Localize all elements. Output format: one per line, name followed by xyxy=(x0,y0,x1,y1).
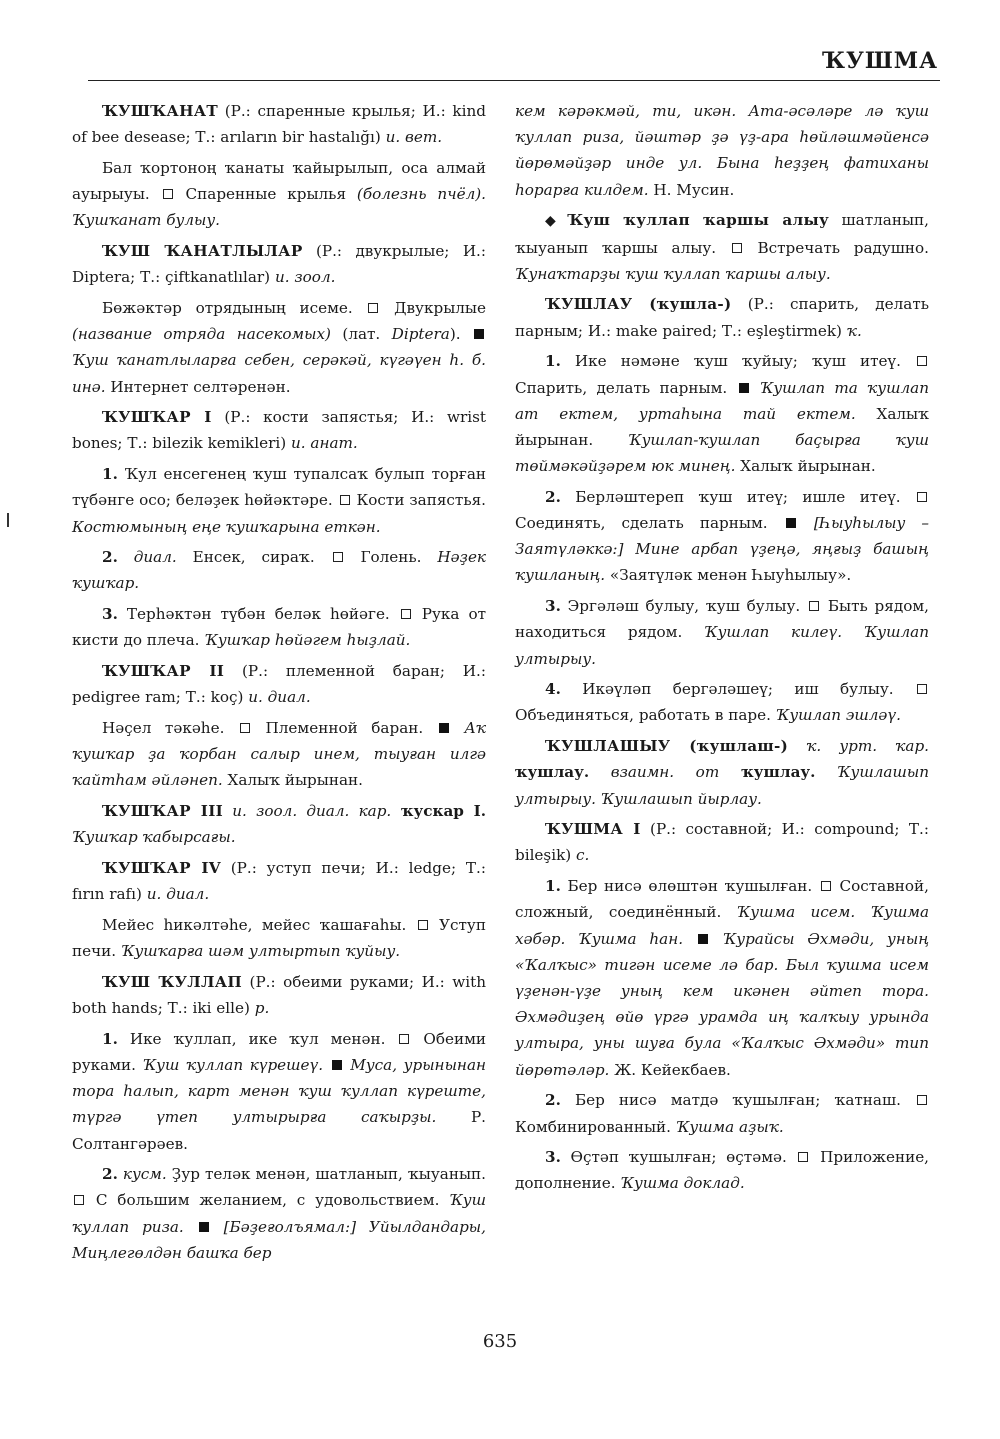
example: Ҡушҡар һөйәгем һыҙлай. xyxy=(204,631,411,650)
definition-text: Эргәләш булыу, ҡуш булыу. xyxy=(560,597,801,616)
sense-2 xyxy=(72,544,486,596)
open-square-icon xyxy=(368,303,378,313)
open-square-icon xyxy=(732,243,742,253)
sense-number: 1. xyxy=(545,877,561,896)
definition-text: Берләштереп ҡуш итеү; ишле итеү. xyxy=(560,487,901,506)
source: Халыҡ йырынан. xyxy=(515,404,929,449)
grammar-label: с. xyxy=(576,846,590,865)
example: Аҡ ҡушҡар ҙа ҡорбан салыр инем, тыуған илгә ҡайтһам әйләнеп. xyxy=(72,718,486,790)
example: Ҡушма доклад. xyxy=(620,1174,745,1193)
sense-1 xyxy=(515,873,929,1083)
example: Ҡушҡар ҡабырсағы. xyxy=(72,828,236,847)
open-square-icon xyxy=(809,601,819,611)
grammar-label: и. вет. xyxy=(385,128,443,147)
entry-kush-kanatlylar xyxy=(72,238,486,290)
filled-square-icon xyxy=(199,1222,209,1232)
definition-text: Бер нисә өлөштән ҡушылған. xyxy=(560,877,813,896)
source: Н. Мусин. xyxy=(648,180,735,199)
sense-number: 3. xyxy=(545,1148,561,1167)
sense-1 xyxy=(72,461,486,540)
translation: Приложение, дополнение. xyxy=(515,1148,930,1193)
example-quote: [Һыуһылыу – Заятүләккә:] Мине арбап үҙеңә, яңғыҙ башың ҡушланың. xyxy=(515,514,930,585)
sense-number: 1. xyxy=(545,352,561,371)
headword: ҠУШЛАШЫУ (ҡушлаш-) xyxy=(545,737,789,756)
definition-text: Икәүләп бергәләшеү; иш булыу. xyxy=(560,680,894,699)
example-quote: [Бәҙеғолъямал:] Уйылдандары, Миңлегөлдән башҡа бер xyxy=(72,1217,486,1262)
right-column xyxy=(515,98,929,1201)
translation: Племенной баран. xyxy=(251,718,437,737)
running-header: ҠУШМА xyxy=(822,48,938,74)
translation: Объединяться, работать в паре. xyxy=(515,706,776,725)
example: Ҡушлап та ҡушлап ат ектем, уртаһына тай ектем. xyxy=(515,378,930,423)
etymology: (Р.: двукрылые; И.: Diptera; Т.: çiftkanatlılar) xyxy=(72,242,487,287)
sense-number: 2. xyxy=(102,1165,118,1184)
definition-text: Ике нәмәне ҡуш ҡуйыу; ҡуш итеү. xyxy=(560,352,901,371)
definition-text: Өҫтәп ҡушылған; өҫтәмә. xyxy=(560,1148,787,1167)
source: Халыҡ йырынан. xyxy=(222,771,363,790)
sense-2 xyxy=(72,1161,486,1266)
definition xyxy=(72,715,486,794)
headword: ҠУШ ҠУЛЛАП xyxy=(102,972,243,991)
open-square-icon xyxy=(340,495,350,505)
headword: ҠУШҠАР II xyxy=(102,662,225,681)
headword: ҠУШҠАР IV xyxy=(102,858,221,877)
phrase-headword: Ҡуш ҡуллап ҡаршы алыу xyxy=(567,211,830,230)
entry-kush-kullap xyxy=(72,969,486,1021)
open-square-icon xyxy=(399,1034,409,1044)
headword: ҠУШ ҠАНАТЛЫЛАР xyxy=(102,242,303,261)
sense-1 xyxy=(72,1026,486,1157)
definition-text: Бер нисә матдә ҡушылған; ҡатнаш. xyxy=(560,1091,901,1110)
sense-1 xyxy=(515,348,929,479)
translation: Составной, сложный, соединённый. xyxy=(515,877,929,922)
definition-text: Мейес һикәлтәһе, мейес ҡашағаһы. xyxy=(102,915,407,934)
grammar-label: ҡ. урт. ҡар. xyxy=(788,737,929,756)
translation: Комбинированный. xyxy=(515,1117,676,1136)
example: Ҡушма аҙыҡ. xyxy=(675,1117,784,1136)
definition-text: Бал ҡортоноң ҡанаты ҡайырылып, оса алмай ауырыуы. xyxy=(72,158,486,204)
headword: ҠУШҠАР III xyxy=(102,802,224,821)
sense-3 xyxy=(515,1144,929,1196)
grammar-label: кусм. xyxy=(117,1165,167,1184)
source: Интернет селтәренән. xyxy=(105,377,291,396)
sense-number: 2. xyxy=(102,548,118,567)
example: Ҡушма исем. Ҡушма хәбәр. Ҡушма һан. xyxy=(515,903,930,948)
example: Ҡуш ҡанатлыларға себен, серәкәй, күгәүен һ. б. инә. xyxy=(72,351,486,396)
example: Ҡушлап-ҡушлап баҫырға ҡуш төймәкәйҙәрем юк минең. xyxy=(515,430,929,476)
sense-number: 4. xyxy=(545,680,561,699)
example: Нәҙек ҡушҡар. xyxy=(72,548,486,593)
open-square-icon xyxy=(917,492,927,502)
punct: ). xyxy=(449,325,473,344)
etymology: (Р.: спаренные крылья; И.: kind of bee desease; Т.: arıların bir hastalığı) xyxy=(72,102,486,147)
definition xyxy=(72,295,486,400)
translation: Кости запястья. xyxy=(351,491,486,510)
definition-text: Ике ҡуллап, ике ҡул менән. xyxy=(117,1029,386,1048)
example: Ҡушҡарға шәм ултыртып ҡуйыу. xyxy=(120,942,401,961)
example: Ҡуш ҡуллап риза. xyxy=(72,1191,486,1236)
translation: Встречать радушно. xyxy=(743,238,929,257)
quote-continuation xyxy=(515,98,929,203)
open-square-icon xyxy=(798,1152,808,1162)
open-square-icon xyxy=(163,189,173,199)
etymology: (Р.: уступ печи; И.: ledge; Т.: fırın rafı) xyxy=(72,858,486,904)
sense-2 xyxy=(515,484,929,589)
translation: Рука от кисти до плеча. xyxy=(72,605,487,650)
grammar-label: ҡ. xyxy=(846,321,862,340)
translation: Уступ печи. xyxy=(72,915,486,961)
filled-square-icon xyxy=(739,383,749,393)
definition-text: Терһәктән түбән беләк һөйәге. xyxy=(117,605,390,624)
sense-number: 1. xyxy=(102,1029,118,1048)
etymology: (Р.: обеими руками; И.: with both hands; Т.: iki elle) xyxy=(72,972,487,1017)
entry-kushkar-4 xyxy=(72,855,486,907)
headword: ҠУШҠАР I xyxy=(102,408,212,427)
definition-text: Бөжәктәр отрядының исеме. xyxy=(102,298,353,317)
filled-square-icon xyxy=(474,329,484,339)
translation-note: (название отряда насекомых) xyxy=(72,325,331,344)
sense-4 xyxy=(515,676,929,728)
filled-square-icon xyxy=(698,934,708,944)
example-quote: Ҡурайсы Әхмәди, уның «Ҡалҡыс» тигән исеме лә бар. Был ҡушма исем үҙенән-үҙе уның кем икәнен әйтеп тора. Әхмәдиҙең өйө үргә урамда иң ҡалҡыу урында ултыра, уны шуға була «Ҡалҡыс Әхмәди» тип йөрөтәләр. xyxy=(515,929,930,1079)
translation: Соединять, сделать парным. xyxy=(515,514,784,533)
translation: С большим желанием, с удовольствием. xyxy=(86,1191,450,1210)
example: Ҡушлап эшләү. xyxy=(775,706,901,725)
entry-kushkar-2 xyxy=(72,658,486,710)
open-square-icon xyxy=(418,920,428,930)
headword: ҠУШМА I xyxy=(545,820,641,839)
entry-kushma-1 xyxy=(515,816,929,868)
sense-3 xyxy=(72,601,486,653)
source: «Заятүләк менән Һыуһылыу». xyxy=(605,566,852,585)
open-square-icon xyxy=(917,1095,927,1105)
example-quote: Муса, урынынан тора һалып, карт менән ҡуш ҡуллап күреште, түргә үтеп ултырырға саҡырҙы. xyxy=(72,1055,486,1127)
definition-text: Нәҫел тәкәһе. xyxy=(102,718,225,737)
grammar-label: р. xyxy=(254,999,270,1017)
source: Р. Солтангәрәев. xyxy=(72,1108,486,1153)
open-square-icon xyxy=(917,684,927,694)
etymology: (Р.: составной; И.: compound; Т.: bileşik) xyxy=(515,820,929,865)
definition-text: шатланып, ҡыуанып ҡаршы алыу. xyxy=(515,211,929,257)
open-square-icon xyxy=(917,356,927,366)
sense-2 xyxy=(515,1087,929,1139)
grammar-label: взаимн. от xyxy=(589,763,720,782)
etymology: (Р.: племенной баран; И.: pedigree ram; Т.: koç) xyxy=(72,662,486,707)
sense-number: 3. xyxy=(545,597,561,616)
definition-text: Ҙур теләк менән, шатланып, ҡыуанып. xyxy=(166,1165,487,1184)
headword: ҠУШҠАНАТ xyxy=(102,102,218,120)
entry-kushkanat xyxy=(72,98,486,150)
etymology: (Р.: кости запястья; И.: wrist bones; Т.: bilezik kemikleri) xyxy=(72,408,486,453)
translation: Спаренные крылья xyxy=(174,185,357,204)
translation: Обеими руками. xyxy=(72,1029,487,1074)
definition xyxy=(72,912,486,964)
etymology: (Р.: спарить, делать парным; И.: make paired; Т.: eşleştirmek) xyxy=(515,295,930,340)
sense-number: 2. xyxy=(545,1091,561,1110)
entry-kushlau xyxy=(515,291,929,343)
source: Халыҡ йырынан. xyxy=(735,457,876,476)
example-quote: кем кәрәкмәй, ти, икән. Ата-әсәләре лә ҡуш ҡуллап риза, йәштәр ҙә үҙ-ара һөйләшмәйенсә йөрөмәйҙәр инде ул. Бына һеҙҙең фатиханы һорарға килдем. xyxy=(515,102,929,199)
phrase-kush-kullap-karshy-alyu xyxy=(515,207,929,287)
headword: ҠУШЛАУ (ҡушла-) xyxy=(545,295,732,314)
translation: Голень. xyxy=(344,548,438,567)
sense-number: 2. xyxy=(545,487,561,506)
sense-number: 3. xyxy=(102,605,118,624)
entry-kushkar-1 xyxy=(72,404,486,456)
definition-text: Енсек, сираҡ. xyxy=(176,548,315,567)
open-square-icon xyxy=(333,552,343,562)
example: Ҡуш ҡуллап күрешеү. xyxy=(142,1055,324,1074)
cross-reference: ҡускар I. xyxy=(391,802,486,821)
open-square-icon xyxy=(401,609,411,619)
example: Костюмының еңе ҡушҡарына еткән. xyxy=(72,517,381,536)
left-column xyxy=(72,98,486,1271)
cross-reference: ҡушлау. xyxy=(719,763,816,782)
grammar-label: и. анат. xyxy=(290,434,358,453)
translation: Спарить, делать парным. xyxy=(515,378,737,397)
grammar-label: и. диал. xyxy=(248,688,311,707)
grammar-label: диал. xyxy=(117,548,177,567)
filled-square-icon xyxy=(439,723,449,733)
sense-number: 1. xyxy=(102,465,118,484)
source: Ж. Кейекбаев. xyxy=(609,1060,731,1079)
entry-kushlashyu xyxy=(515,733,929,812)
example: Ҡушлашып ултырыу. Ҡушлашып йырлау. xyxy=(515,763,929,808)
grammar-label: и. диал. xyxy=(146,885,210,904)
example: Ҡушлап килеү. Ҡушлап ултырыу. xyxy=(515,623,929,668)
grammar-label: и. зоол. диал. кар. xyxy=(223,802,392,821)
open-square-icon xyxy=(240,723,250,733)
example: Ҡунаҡтарҙы ҡуш ҡуллап ҡаршы алыу. xyxy=(515,264,831,283)
grammar-label: и. зоол. xyxy=(274,268,336,287)
diamond-icon: ◆ xyxy=(545,213,564,230)
definition xyxy=(72,155,486,234)
open-square-icon xyxy=(821,881,831,891)
open-square-icon xyxy=(74,1195,84,1205)
page-number: 635 xyxy=(482,1331,518,1352)
cross-reference: ҡушлау. xyxy=(515,763,590,782)
margin-mark xyxy=(7,513,9,527)
latin-term: Diptera xyxy=(391,325,450,344)
example: (болезнь пчёл). Ҡушҡанат булыу. xyxy=(72,185,486,230)
translation: Быть рядом, находиться рядом. xyxy=(515,597,929,642)
header-rule xyxy=(88,80,940,81)
entry-kushkar-3 xyxy=(72,798,486,850)
sense-3 xyxy=(515,593,929,672)
definition-text: Ҡул енсегенең ҡуш тупалсаҡ булып торған түбәнге осо; беләҙек һөйәктәре. xyxy=(72,465,486,510)
filled-square-icon xyxy=(786,518,796,528)
translation: Двукрылые xyxy=(380,298,487,317)
filled-square-icon xyxy=(332,1060,342,1070)
latin-label: (лат. xyxy=(330,325,392,344)
